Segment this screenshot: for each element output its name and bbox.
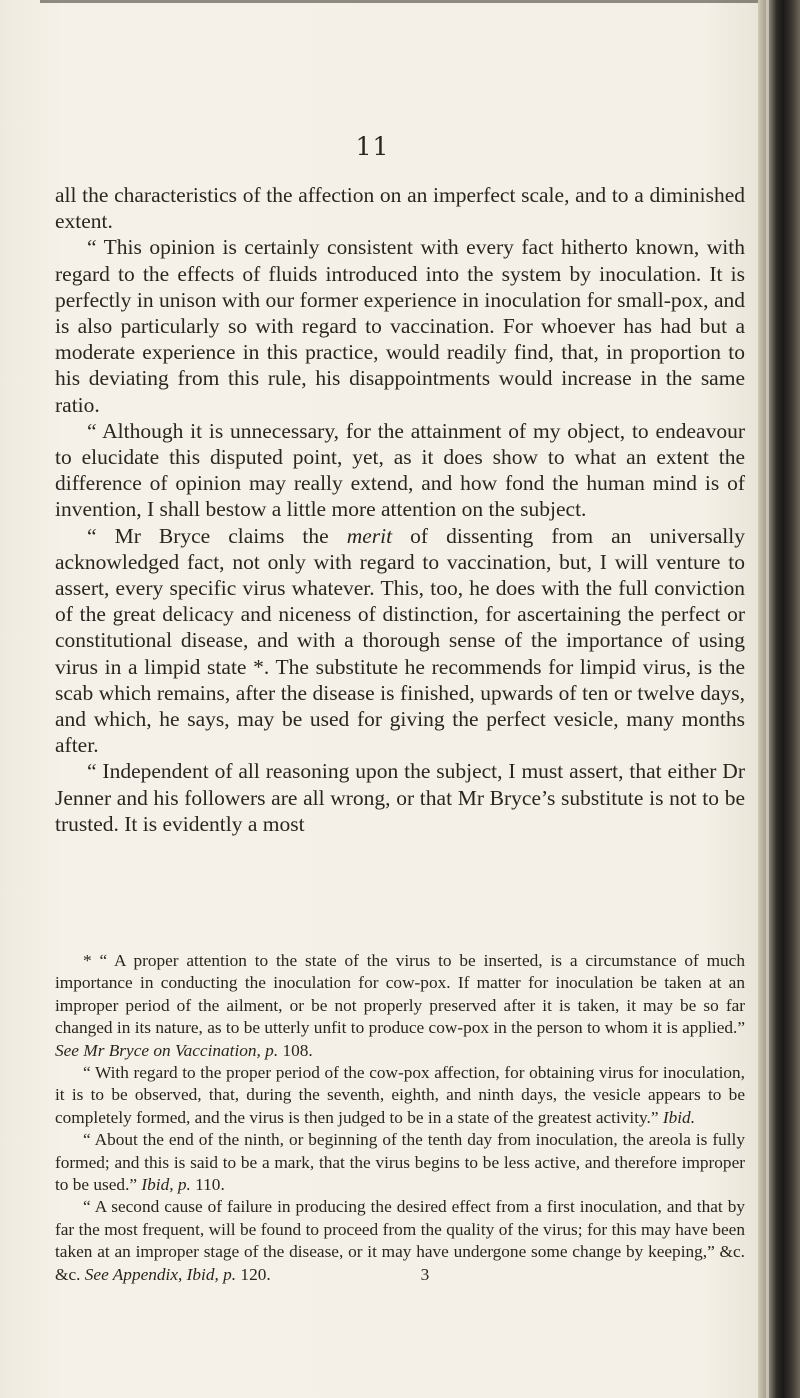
text-run: of dissenting from an universally acknowledged fact, not only with regard to vaccination, but, I will venture to assert, every specific virus whatever. This, too, he does with the full conviction of the great delicacy and niceness of distinction, for ascertaining the perfect or constitutional disease, and with a thorough sense of the importance of using virus in a limpid state *. The substitute he recommends for limpid virus, is the scab which remains, after the disease is finished, upwards of ten or twelve days, and which, he says, may be used for giving the perfect vesicle, many months after.	[55, 523, 745, 758]
footnotes	[55, 950, 745, 1286]
signature-mark: 3	[420, 1264, 430, 1284]
footnote-paragraph	[55, 1129, 745, 1196]
book-binding-edge	[758, 0, 800, 1398]
text-run: “ Although it is unnecessary, for the attainment of my object, to endeavour to elucidate this disputed point, yet, as it does show to what an extent the difference of opinion may really extend, and how fond the human mind is of invention, I shall bestow a little more attention on the subject.	[55, 418, 745, 522]
body-paragraph	[55, 418, 745, 523]
body-paragraph	[55, 182, 745, 234]
italic-text: Ibid, p.	[141, 1175, 191, 1195]
text-run: * “ A proper attention to the state of the virus to be inserted, is a circumstance of much importance in conducting the inoculation for cow-pox. If matter for inoculation be taken at an improper period of the ailment, or be not properly preserved after it is taken, it may be so far changed in its nature, as to be utterly unfit to produce cow-pox in the person to whom it is applied.”	[55, 951, 745, 1038]
body-text	[55, 182, 745, 837]
body-paragraph	[55, 523, 745, 759]
footnote-paragraph	[55, 1196, 745, 1286]
text-run: “ Mr Bryce claims the	[87, 523, 347, 548]
text-run: “ About the end of the ninth, or beginning of the tenth day from inoculation, the areola is fully formed; and this is said to be a mark, that the virus begins to be less active, and therefore improper to be used.”	[55, 1130, 745, 1195]
text-run: “ A second cause of failure in producing the desired effect from a first inoculation, and that by far the most frequent, will be found to proceed from the quality of the virus; for this may have been taken at an improper stage of the disease, or it may have undergone some change by keeping,” &c. &c.	[55, 1197, 745, 1284]
text-run: 110.	[190, 1175, 225, 1195]
text-run: “ With regard to the proper period of the cow-pox affection, for obtaining virus for inoculation, it is to be observed, that, during the seventh, eighth, and ninth days, the vesicle appears to be completely formed, and the virus is then judged to be in a state of the greatest activity.”	[55, 1063, 745, 1127]
body-paragraph	[55, 234, 745, 417]
text-run: all the characteristics of the affection on an imperfect scale, and to a diminished extent.	[55, 183, 745, 234]
text-run: “ This opinion is certainly consistent with every fact hitherto known, with regard to the effects of fluids introduced into the system by inoculation. It is perfectly in unison with our former experience in inoculation for small-pox, and is also particularly so with regard to vaccination. For whoever has had but a moderate experience in this practice, would readily find, that, in proportion to his deviating from this rule, his disappointments would increase in the same ratio.	[55, 235, 745, 417]
italic-text: merit	[346, 523, 393, 548]
italic-text: See Appendix, Ibid, p.	[84, 1264, 237, 1284]
footnote-paragraph	[55, 950, 745, 1062]
italic-text: Ibid.	[662, 1107, 696, 1127]
body-paragraph	[55, 758, 745, 837]
text-run: 108.	[278, 1040, 313, 1060]
text-run: 120.	[236, 1264, 271, 1284]
top-rule	[40, 0, 760, 3]
page-number: 11	[355, 132, 390, 161]
italic-text: See Mr Bryce on Vaccination, p.	[55, 1040, 279, 1060]
text-run: “ Independent of all reasoning upon the subject, I must assert, that either Dr Jenner and his followers are all wrong, or that Mr Bryce’s substitute is not to be trusted. It is evidently a most	[55, 759, 745, 836]
footnote-paragraph	[55, 1062, 745, 1129]
